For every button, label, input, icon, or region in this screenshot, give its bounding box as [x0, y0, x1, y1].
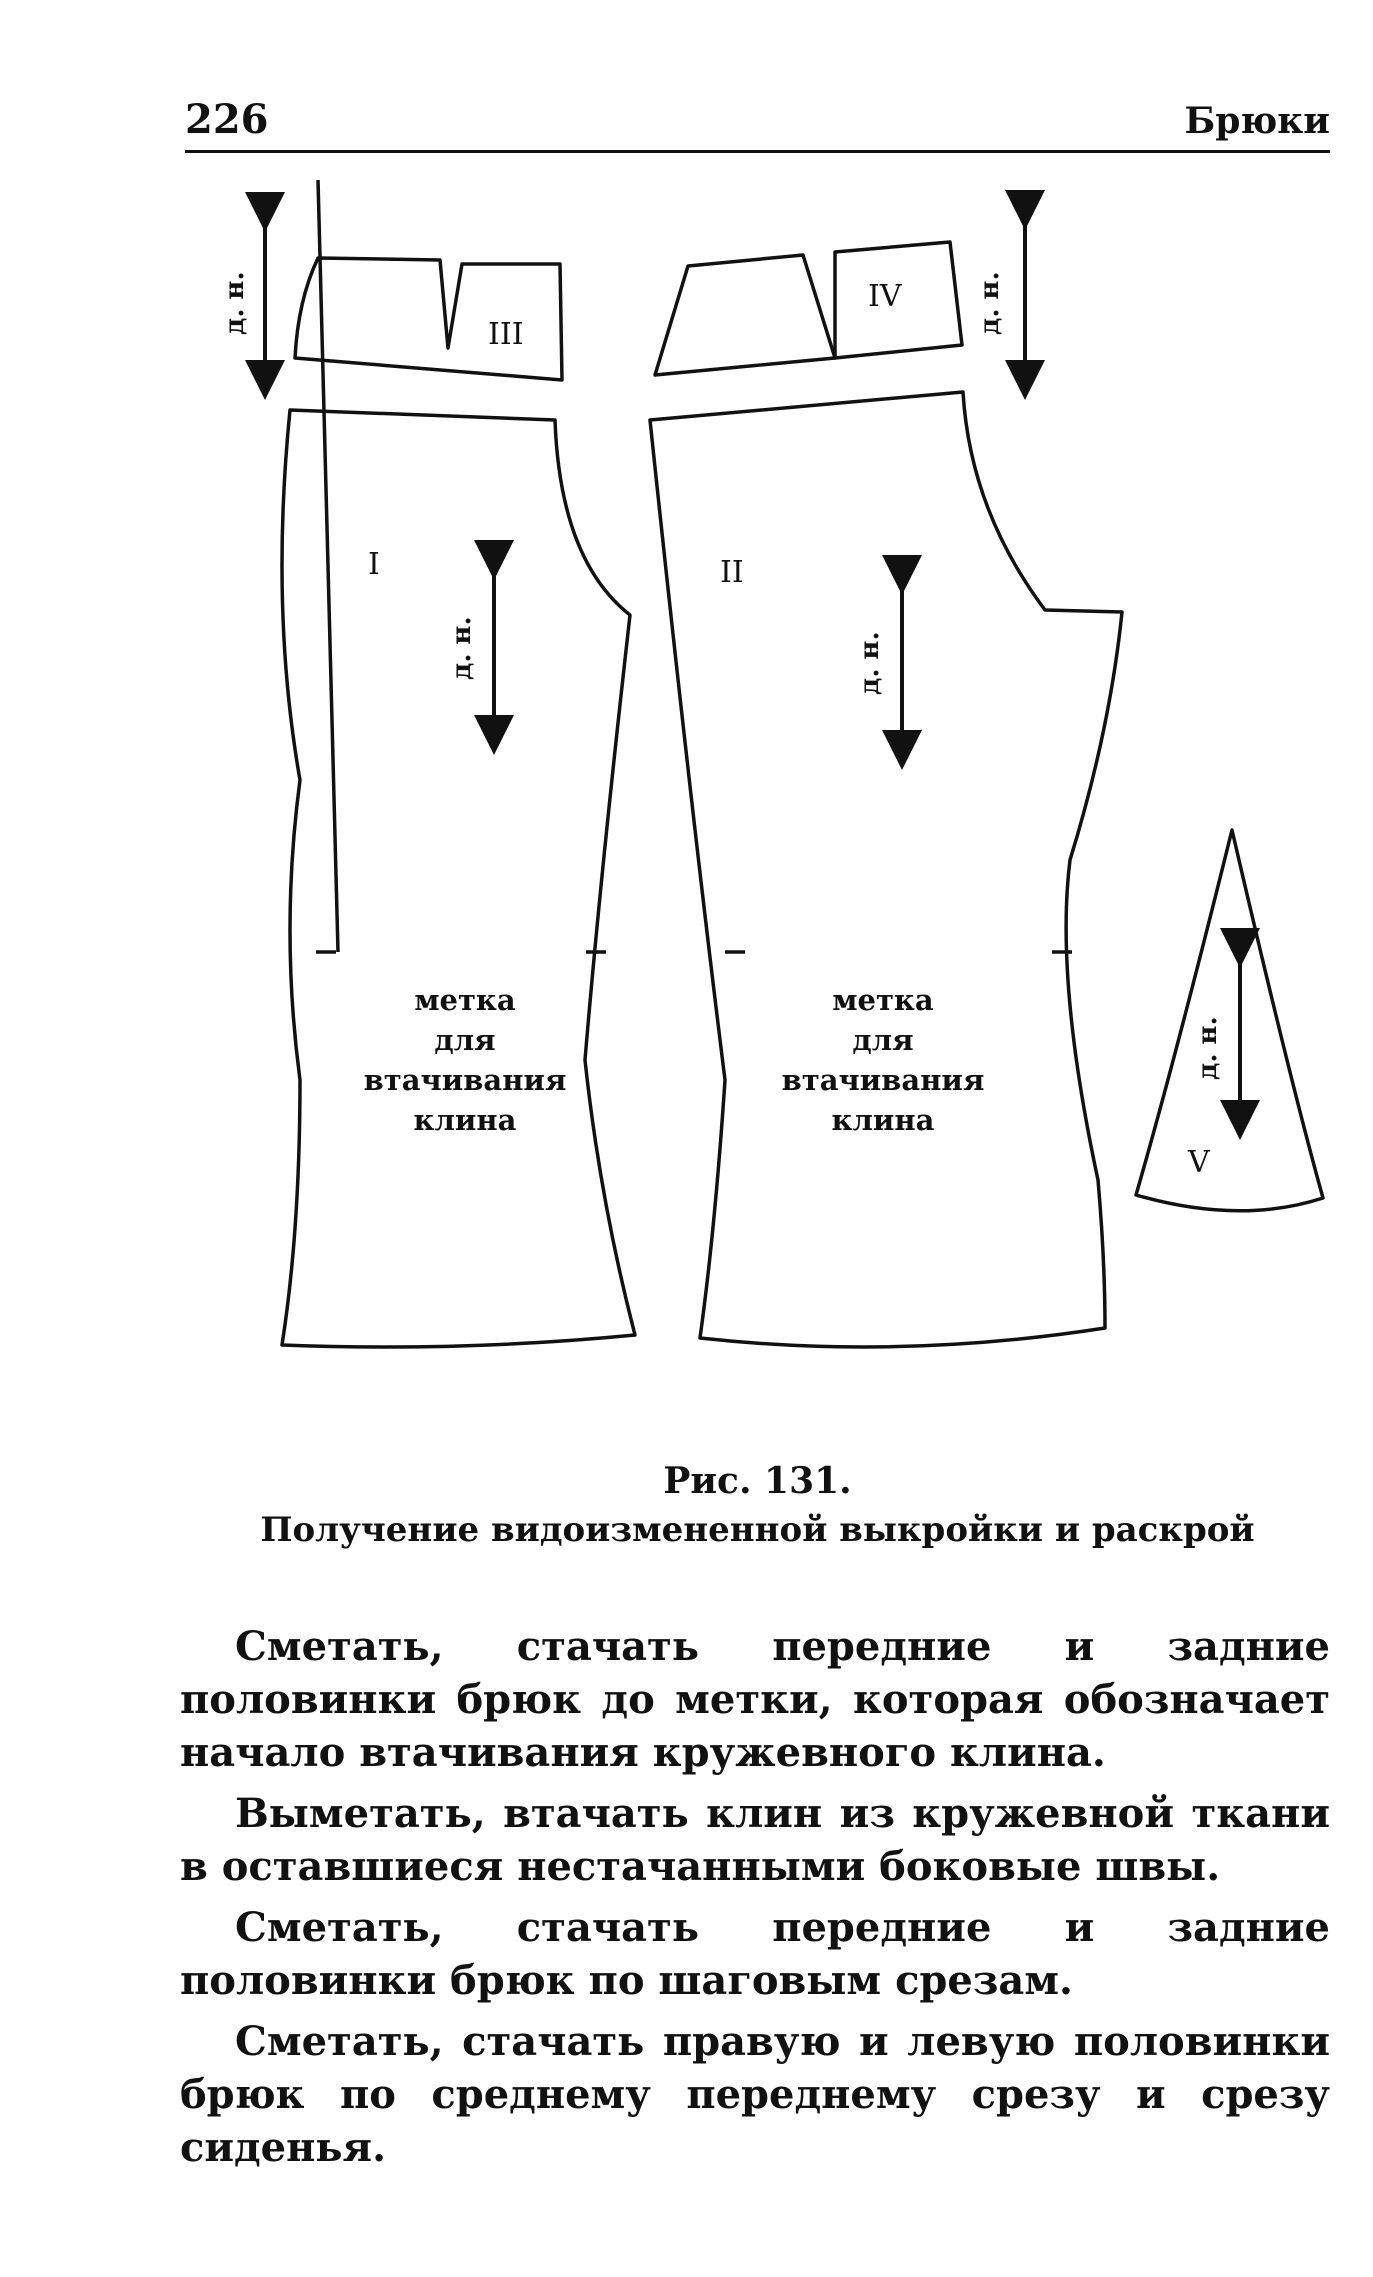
grain-label-iii: д. н. — [220, 271, 250, 335]
piece-ii-label: II — [720, 555, 744, 590]
grain-label-v: д. н. — [1193, 1016, 1223, 1080]
running-title: Брюки — [1184, 100, 1330, 142]
body-text — [180, 1620, 1330, 2182]
notch-front-left — [318, 180, 338, 952]
pattern-drawing — [0, 180, 1373, 1410]
front-mark-label: метка для втачивания клина — [363, 983, 567, 1137]
grain-label-i: д. н. — [447, 616, 477, 680]
grain-label-iv: д. н. — [975, 271, 1005, 335]
piece-iv-label: IV — [868, 279, 902, 314]
piece-v-outline — [1136, 830, 1323, 1211]
piece-iii-label: III — [488, 317, 524, 352]
paragraph-1: Сметать, стачать передние и задние половинки брюк до метки, которая обозначает начало втачивания кружевного клина. — [180, 1623, 1330, 1776]
back-mark-label: метка для втачивания клина — [781, 983, 985, 1137]
piece-v-label: V — [1188, 1145, 1210, 1180]
page-number: 226 — [185, 96, 269, 143]
paragraph-2: Выметать, втачать клин из кружевной ткани в оставшиеся нестачанными боковые швы. — [180, 1790, 1330, 1890]
piece-i-label: I — [368, 547, 380, 582]
paragraph-3: Сметать, стачать передние и задние половинки брюк по шаговым срезам. — [180, 1904, 1330, 2004]
figure-caption-title: Получение видоизмененной выкройки и раскрой — [260, 1510, 1255, 1550]
page-header — [185, 90, 1330, 153]
pattern-figure — [0, 180, 1373, 1410]
figure-caption-number: Рис. 131. — [663, 1460, 852, 1502]
grain-label-ii: д. н. — [855, 631, 885, 695]
paragraph-4: Сметать, стачать правую и левую половинки брюк по среднему переднему срезу и срезу сиденья. — [180, 2018, 1330, 2171]
piece-ii-outline — [650, 392, 1122, 1347]
piece-iv-outline — [655, 255, 835, 375]
